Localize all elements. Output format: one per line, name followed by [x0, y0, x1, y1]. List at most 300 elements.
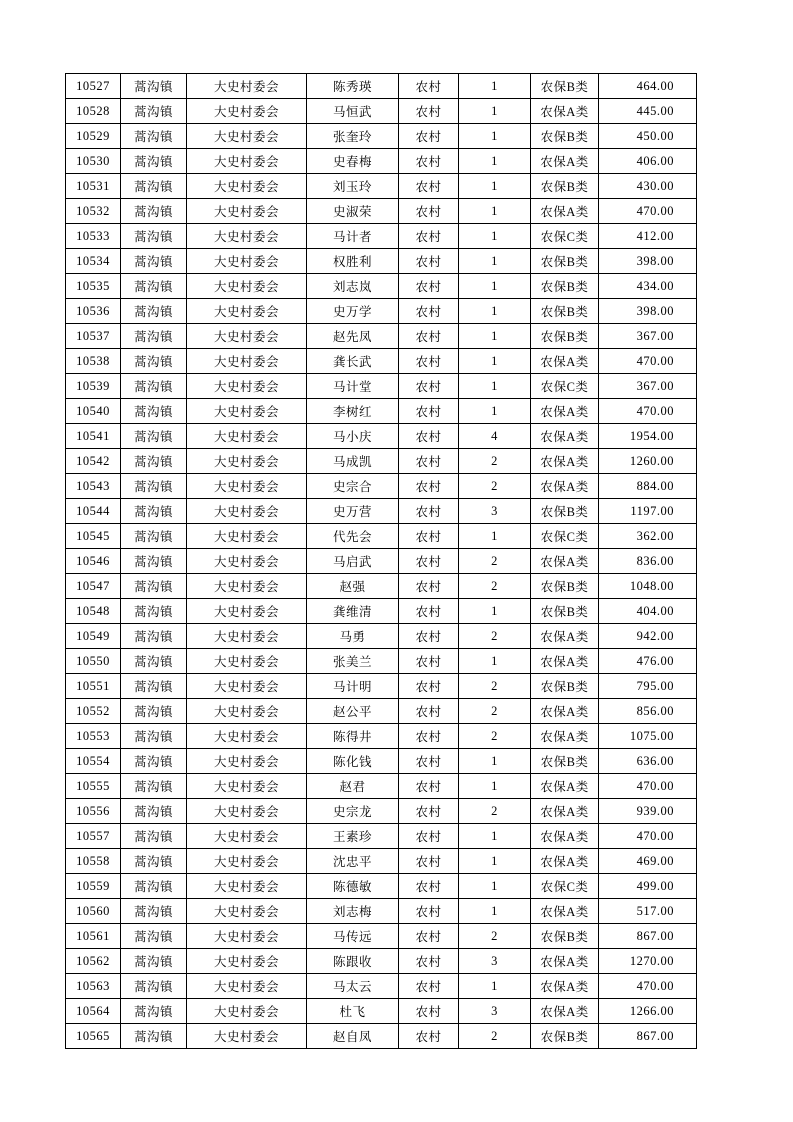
table-row	[66, 74, 697, 99]
cell-category: 农保A类	[531, 149, 599, 174]
cell-name: 马计者	[307, 224, 399, 249]
cell-id: 10545	[66, 524, 121, 549]
cell-count: 1	[459, 99, 531, 124]
cell-amount: 362.00	[599, 524, 697, 549]
cell-name: 权胜利	[307, 249, 399, 274]
table-row	[66, 374, 697, 399]
table-row	[66, 774, 697, 799]
cell-residence: 农村	[399, 574, 459, 599]
cell-residence: 农村	[399, 649, 459, 674]
cell-village: 大史村委会	[187, 449, 307, 474]
cell-village: 大史村委会	[187, 574, 307, 599]
cell-village: 大史村委会	[187, 199, 307, 224]
cell-id: 10552	[66, 699, 121, 724]
cell-category: 农保A类	[531, 724, 599, 749]
cell-category: 农保A类	[531, 624, 599, 649]
cell-village: 大史村委会	[187, 924, 307, 949]
cell-id: 10561	[66, 924, 121, 949]
cell-count: 2	[459, 624, 531, 649]
cell-village: 大史村委会	[187, 249, 307, 274]
cell-id: 10535	[66, 274, 121, 299]
cell-village: 大史村委会	[187, 774, 307, 799]
cell-name: 陈跟收	[307, 949, 399, 974]
cell-village: 大史村委会	[187, 499, 307, 524]
cell-count: 2	[459, 449, 531, 474]
cell-category: 农保A类	[531, 474, 599, 499]
cell-category: 农保B类	[531, 274, 599, 299]
cell-category: 农保C类	[531, 374, 599, 399]
cell-name: 马启武	[307, 549, 399, 574]
cell-town: 蒿沟镇	[121, 649, 187, 674]
table-row	[66, 474, 697, 499]
cell-amount: 1266.00	[599, 999, 697, 1024]
cell-category: 农保A类	[531, 699, 599, 724]
cell-amount: 470.00	[599, 349, 697, 374]
cell-amount: 406.00	[599, 149, 697, 174]
cell-amount: 434.00	[599, 274, 697, 299]
table-body	[66, 74, 697, 1049]
cell-amount: 795.00	[599, 674, 697, 699]
pension-benefits-table	[65, 73, 697, 1049]
cell-town: 蒿沟镇	[121, 774, 187, 799]
table-row	[66, 924, 697, 949]
cell-village: 大史村委会	[187, 824, 307, 849]
cell-id: 10542	[66, 449, 121, 474]
cell-residence: 农村	[399, 99, 459, 124]
cell-count: 2	[459, 724, 531, 749]
table-row	[66, 799, 697, 824]
cell-residence: 农村	[399, 774, 459, 799]
cell-id: 10554	[66, 749, 121, 774]
cell-name: 史万学	[307, 299, 399, 324]
cell-village: 大史村委会	[187, 974, 307, 999]
cell-town: 蒿沟镇	[121, 499, 187, 524]
cell-name: 马小庆	[307, 424, 399, 449]
cell-residence: 农村	[399, 424, 459, 449]
cell-residence: 农村	[399, 549, 459, 574]
cell-residence: 农村	[399, 149, 459, 174]
cell-count: 1	[459, 249, 531, 274]
cell-id: 10547	[66, 574, 121, 599]
table-row	[66, 424, 697, 449]
cell-name: 马计堂	[307, 374, 399, 399]
cell-category: 农保C类	[531, 524, 599, 549]
cell-category: 农保A类	[531, 399, 599, 424]
cell-town: 蒿沟镇	[121, 924, 187, 949]
table-row	[66, 99, 697, 124]
cell-name: 刘玉玲	[307, 174, 399, 199]
cell-count: 1	[459, 749, 531, 774]
cell-category: 农保A类	[531, 449, 599, 474]
cell-category: 农保B类	[531, 324, 599, 349]
cell-residence: 农村	[399, 899, 459, 924]
cell-count: 2	[459, 1024, 531, 1049]
table-row	[66, 674, 697, 699]
cell-id: 10564	[66, 999, 121, 1024]
cell-town: 蒿沟镇	[121, 674, 187, 699]
table-row	[66, 824, 697, 849]
cell-name: 史万营	[307, 499, 399, 524]
cell-id: 10558	[66, 849, 121, 874]
cell-id: 10539	[66, 374, 121, 399]
cell-village: 大史村委会	[187, 949, 307, 974]
cell-amount: 470.00	[599, 399, 697, 424]
cell-residence: 农村	[399, 274, 459, 299]
cell-amount: 470.00	[599, 774, 697, 799]
cell-amount: 476.00	[599, 649, 697, 674]
cell-name: 张美兰	[307, 649, 399, 674]
cell-category: 农保A类	[531, 99, 599, 124]
cell-residence: 农村	[399, 474, 459, 499]
table-row	[66, 224, 697, 249]
cell-amount: 942.00	[599, 624, 697, 649]
cell-town: 蒿沟镇	[121, 374, 187, 399]
cell-name: 史宗龙	[307, 799, 399, 824]
cell-category: 农保A类	[531, 974, 599, 999]
cell-amount: 867.00	[599, 1024, 697, 1049]
cell-count: 1	[459, 199, 531, 224]
cell-town: 蒿沟镇	[121, 324, 187, 349]
cell-residence: 农村	[399, 174, 459, 199]
cell-town: 蒿沟镇	[121, 349, 187, 374]
table-row	[66, 324, 697, 349]
cell-id: 10528	[66, 99, 121, 124]
cell-amount: 1197.00	[599, 499, 697, 524]
table-row	[66, 274, 697, 299]
cell-count: 1	[459, 174, 531, 199]
cell-name: 陈得井	[307, 724, 399, 749]
cell-town: 蒿沟镇	[121, 624, 187, 649]
cell-amount: 884.00	[599, 474, 697, 499]
cell-id: 10534	[66, 249, 121, 274]
cell-category: 农保B类	[531, 124, 599, 149]
cell-village: 大史村委会	[187, 899, 307, 924]
cell-village: 大史村委会	[187, 799, 307, 824]
cell-count: 1	[459, 974, 531, 999]
cell-category: 农保B类	[531, 249, 599, 274]
cell-town: 蒿沟镇	[121, 299, 187, 324]
cell-category: 农保B类	[531, 674, 599, 699]
cell-village: 大史村委会	[187, 749, 307, 774]
cell-id: 10562	[66, 949, 121, 974]
cell-amount: 450.00	[599, 124, 697, 149]
cell-amount: 404.00	[599, 599, 697, 624]
cell-residence: 农村	[399, 849, 459, 874]
cell-name: 马勇	[307, 624, 399, 649]
cell-count: 1	[459, 324, 531, 349]
cell-name: 陈德敏	[307, 874, 399, 899]
table-row	[66, 249, 697, 274]
cell-id: 10527	[66, 74, 121, 99]
cell-town: 蒿沟镇	[121, 274, 187, 299]
cell-category: 农保A类	[531, 649, 599, 674]
cell-id: 10543	[66, 474, 121, 499]
cell-residence: 农村	[399, 924, 459, 949]
cell-count: 1	[459, 874, 531, 899]
cell-name: 赵君	[307, 774, 399, 799]
cell-village: 大史村委会	[187, 649, 307, 674]
cell-village: 大史村委会	[187, 374, 307, 399]
table-row	[66, 624, 697, 649]
cell-count: 1	[459, 824, 531, 849]
cell-id: 10553	[66, 724, 121, 749]
cell-id: 10529	[66, 124, 121, 149]
cell-residence: 农村	[399, 74, 459, 99]
cell-town: 蒿沟镇	[121, 249, 187, 274]
cell-amount: 470.00	[599, 824, 697, 849]
cell-id: 10563	[66, 974, 121, 999]
cell-name: 刘志梅	[307, 899, 399, 924]
cell-id: 10555	[66, 774, 121, 799]
cell-town: 蒿沟镇	[121, 149, 187, 174]
cell-town: 蒿沟镇	[121, 74, 187, 99]
table-row	[66, 524, 697, 549]
cell-id: 10544	[66, 499, 121, 524]
cell-count: 1	[459, 849, 531, 874]
cell-amount: 517.00	[599, 899, 697, 924]
cell-amount: 367.00	[599, 324, 697, 349]
cell-count: 1	[459, 374, 531, 399]
cell-town: 蒿沟镇	[121, 999, 187, 1024]
table-row	[66, 349, 697, 374]
cell-town: 蒿沟镇	[121, 949, 187, 974]
cell-count: 2	[459, 799, 531, 824]
cell-residence: 农村	[399, 524, 459, 549]
cell-category: 农保A类	[531, 549, 599, 574]
cell-count: 1	[459, 399, 531, 424]
cell-town: 蒿沟镇	[121, 524, 187, 549]
cell-residence: 农村	[399, 874, 459, 899]
cell-town: 蒿沟镇	[121, 849, 187, 874]
cell-count: 2	[459, 474, 531, 499]
cell-count: 1	[459, 649, 531, 674]
cell-village: 大史村委会	[187, 274, 307, 299]
cell-count: 3	[459, 999, 531, 1024]
cell-id: 10532	[66, 199, 121, 224]
cell-amount: 1954.00	[599, 424, 697, 449]
cell-village: 大史村委会	[187, 624, 307, 649]
cell-residence: 农村	[399, 449, 459, 474]
cell-category: 农保B类	[531, 74, 599, 99]
cell-id: 10531	[66, 174, 121, 199]
cell-amount: 464.00	[599, 74, 697, 99]
cell-count: 1	[459, 74, 531, 99]
cell-name: 王素珍	[307, 824, 399, 849]
cell-count: 1	[459, 274, 531, 299]
cell-residence: 农村	[399, 324, 459, 349]
cell-count: 1	[459, 299, 531, 324]
cell-id: 10546	[66, 549, 121, 574]
cell-amount: 412.00	[599, 224, 697, 249]
cell-name: 赵公平	[307, 699, 399, 724]
cell-count: 4	[459, 424, 531, 449]
cell-name: 马成凯	[307, 449, 399, 474]
cell-count: 1	[459, 774, 531, 799]
cell-name: 赵自凤	[307, 1024, 399, 1049]
cell-count: 1	[459, 349, 531, 374]
cell-town: 蒿沟镇	[121, 1024, 187, 1049]
cell-amount: 856.00	[599, 699, 697, 724]
cell-residence: 农村	[399, 724, 459, 749]
cell-town: 蒿沟镇	[121, 199, 187, 224]
cell-amount: 939.00	[599, 799, 697, 824]
cell-name: 李树红	[307, 399, 399, 424]
cell-amount: 1270.00	[599, 949, 697, 974]
cell-id: 10559	[66, 874, 121, 899]
cell-id: 10530	[66, 149, 121, 174]
cell-village: 大史村委会	[187, 149, 307, 174]
cell-residence: 农村	[399, 399, 459, 424]
cell-name: 史春梅	[307, 149, 399, 174]
cell-village: 大史村委会	[187, 324, 307, 349]
cell-residence: 农村	[399, 824, 459, 849]
cell-name: 马恒武	[307, 99, 399, 124]
cell-amount: 445.00	[599, 99, 697, 124]
cell-village: 大史村委会	[187, 399, 307, 424]
cell-count: 3	[459, 949, 531, 974]
cell-category: 农保B类	[531, 924, 599, 949]
cell-village: 大史村委会	[187, 724, 307, 749]
cell-category: 农保A类	[531, 999, 599, 1024]
cell-id: 10565	[66, 1024, 121, 1049]
table-row	[66, 949, 697, 974]
cell-residence: 农村	[399, 699, 459, 724]
cell-village: 大史村委会	[187, 299, 307, 324]
cell-village: 大史村委会	[187, 874, 307, 899]
cell-id: 10557	[66, 824, 121, 849]
cell-residence: 农村	[399, 499, 459, 524]
cell-id: 10536	[66, 299, 121, 324]
cell-count: 1	[459, 599, 531, 624]
cell-count: 2	[459, 549, 531, 574]
table-row	[66, 899, 697, 924]
cell-village: 大史村委会	[187, 349, 307, 374]
cell-amount: 470.00	[599, 199, 697, 224]
cell-id: 10538	[66, 349, 121, 374]
cell-count: 2	[459, 699, 531, 724]
table-row	[66, 724, 697, 749]
cell-town: 蒿沟镇	[121, 449, 187, 474]
cell-name: 龚维清	[307, 599, 399, 624]
cell-town: 蒿沟镇	[121, 474, 187, 499]
cell-name: 赵先凤	[307, 324, 399, 349]
cell-amount: 470.00	[599, 974, 697, 999]
cell-category: 农保B类	[531, 749, 599, 774]
cell-village: 大史村委会	[187, 1024, 307, 1049]
cell-residence: 农村	[399, 799, 459, 824]
cell-village: 大史村委会	[187, 74, 307, 99]
table-row	[66, 124, 697, 149]
table-row	[66, 874, 697, 899]
cell-village: 大史村委会	[187, 599, 307, 624]
cell-village: 大史村委会	[187, 549, 307, 574]
cell-category: 农保A类	[531, 849, 599, 874]
cell-name: 马传远	[307, 924, 399, 949]
cell-town: 蒿沟镇	[121, 174, 187, 199]
cell-amount: 1075.00	[599, 724, 697, 749]
cell-amount: 469.00	[599, 849, 697, 874]
cell-town: 蒿沟镇	[121, 599, 187, 624]
cell-village: 大史村委会	[187, 224, 307, 249]
cell-amount: 430.00	[599, 174, 697, 199]
cell-name: 沈忠平	[307, 849, 399, 874]
table-row	[66, 849, 697, 874]
cell-village: 大史村委会	[187, 424, 307, 449]
cell-category: 农保A类	[531, 799, 599, 824]
cell-residence: 农村	[399, 374, 459, 399]
cell-name: 陈化钱	[307, 749, 399, 774]
cell-category: 农保A类	[531, 774, 599, 799]
cell-residence: 农村	[399, 949, 459, 974]
cell-town: 蒿沟镇	[121, 874, 187, 899]
cell-name: 刘志岚	[307, 274, 399, 299]
cell-town: 蒿沟镇	[121, 699, 187, 724]
table-row	[66, 149, 697, 174]
cell-count: 1	[459, 124, 531, 149]
cell-amount: 636.00	[599, 749, 697, 774]
cell-village: 大史村委会	[187, 124, 307, 149]
cell-residence: 农村	[399, 624, 459, 649]
cell-count: 2	[459, 674, 531, 699]
cell-category: 农保A类	[531, 899, 599, 924]
cell-id: 10551	[66, 674, 121, 699]
cell-category: 农保B类	[531, 1024, 599, 1049]
cell-village: 大史村委会	[187, 999, 307, 1024]
cell-count: 3	[459, 499, 531, 524]
cell-residence: 农村	[399, 199, 459, 224]
cell-id: 10537	[66, 324, 121, 349]
cell-residence: 农村	[399, 249, 459, 274]
table-row	[66, 574, 697, 599]
cell-name: 赵强	[307, 574, 399, 599]
cell-town: 蒿沟镇	[121, 574, 187, 599]
cell-name: 马太云	[307, 974, 399, 999]
cell-town: 蒿沟镇	[121, 824, 187, 849]
cell-count: 1	[459, 224, 531, 249]
cell-amount: 398.00	[599, 249, 697, 274]
cell-town: 蒿沟镇	[121, 224, 187, 249]
cell-id: 10556	[66, 799, 121, 824]
cell-id: 10550	[66, 649, 121, 674]
table-row	[66, 599, 697, 624]
table-row	[66, 999, 697, 1024]
table-row	[66, 199, 697, 224]
cell-residence: 农村	[399, 124, 459, 149]
cell-village: 大史村委会	[187, 674, 307, 699]
cell-count: 2	[459, 574, 531, 599]
cell-town: 蒿沟镇	[121, 99, 187, 124]
cell-category: 农保A类	[531, 949, 599, 974]
cell-amount: 1048.00	[599, 574, 697, 599]
cell-town: 蒿沟镇	[121, 799, 187, 824]
cell-category: 农保B类	[531, 174, 599, 199]
cell-id: 10533	[66, 224, 121, 249]
cell-amount: 867.00	[599, 924, 697, 949]
cell-category: 农保A类	[531, 349, 599, 374]
table-row	[66, 749, 697, 774]
cell-id: 10541	[66, 424, 121, 449]
cell-village: 大史村委会	[187, 699, 307, 724]
table-row	[66, 299, 697, 324]
cell-id: 10560	[66, 899, 121, 924]
cell-residence: 农村	[399, 749, 459, 774]
table-row	[66, 699, 697, 724]
cell-count: 1	[459, 149, 531, 174]
cell-town: 蒿沟镇	[121, 899, 187, 924]
cell-category: 农保C类	[531, 874, 599, 899]
cell-residence: 农村	[399, 974, 459, 999]
cell-name: 陈秀瑛	[307, 74, 399, 99]
